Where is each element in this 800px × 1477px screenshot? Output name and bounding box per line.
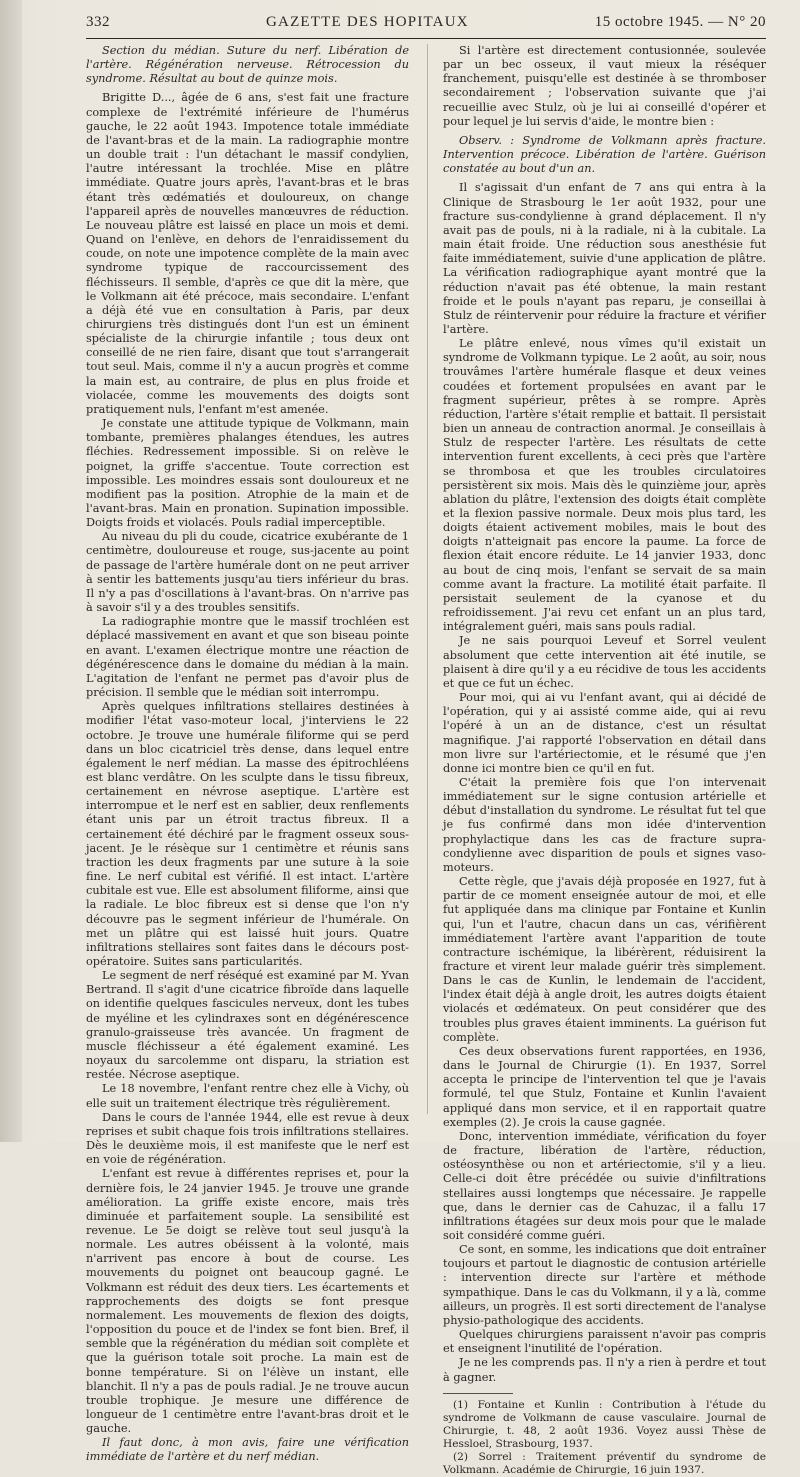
paragraph: Le segment de nerf réséqué est examiné par M. Yvan Bertrand. Il s'agit d'une cicatrice fibroïde dans laquelle on identifie quelques fascicules nerveux, dont les tubes de myéline et les cylindraxes sont en dégénérescence granulo-graisseuse très avancée. Un fragment de muscle fléchisseur a été également examiné. Les noyaux du sarcolemme ont disparu, la striation est restée. Nécrose aseptique. [86, 969, 409, 1082]
paragraph: Je ne sais pourquoi Leveuf et Sorrel veulent absolument que cette intervention ait été inutile, se plaisent à dire qu'il y a eu récidive de tous les accidents et que ce fut un échec. [443, 634, 766, 690]
footnote-rule [443, 1393, 513, 1394]
header-rule [86, 38, 766, 39]
conclusion-paragraph: Il faut donc, à mon avis, faire une vérification immédiate de l'artère et du nerf médian. [86, 1436, 409, 1464]
case-title: Section du médian. Suture du nerf. Libération de l'artère. Régénération nerveuse. Rétrocession du syndrome. Résultat au bout de quinze mois. [86, 44, 409, 86]
journal-title: GAZETTE DES HOPITAUX [266, 14, 469, 30]
paragraph: Quelques chirurgiens paraissent n'avoir pas compris et enseignent l'inutilité de l'opération. [443, 1328, 766, 1356]
paragraph: Ces deux observations furent rapportées, en 1936, dans le Journal de Chirurgie (1). En 1937, Sorrel accepta le principe de l'intervention tel que je l'avais formulé, tel que Stulz, Fontaine et Kunlin l'avaient appliqué dans mon service, et il en rapportait quatre exemples (2). Je crois la cause gagnée. [443, 1044, 766, 1129]
paragraph: Le 18 novembre, l'enfant rentre chez elle à Vichy, où elle suit un traitement électrique très régulièrement. [86, 1082, 409, 1110]
column-divider [427, 44, 428, 1114]
paragraph: Brigitte D..., âgée de 6 ans, s'est fait une fracture complexe de l'extrémité inférieure de l'humérus gauche, le 22 août 1943. Impotence totale immédiate de l'avant-bras et de la main. La radiographie montre un double trait : l'un détachant le massif condylien, l'autre intéressant la trochlée. Mise en plâtre immédiate. Quatre jours après, l'avant-bras et le bras étant très œdématiés et douloureux, on change l'appareil après de nouvelles manœuvres de réduction. Le nouveau plâtre est laissé en place un mois et demi. Quand on l'enlève, en dehors de l'enraidissement du coude, on note une impotence complète de la main avec syndrome typique de raccourcissement des fléchisseurs. Il semble, d'après ce que dit la mère, que le Volkmann ait été précoce, mais secondaire. L'enfant a déjà été vue en consultation à Paris, par deux chirurgiens très distingués dont l'un est un éminent spécialiste de la chirurgie infantile ; tous deux ont conseillé de ne rien faire, disant que tout s'arrangerait tout seul. Mais, comme il n'y a aucun progrès et comme la main est, au contraire, de plus en plus froide et violacée, comme les mouvements des doigts sont pratiquement nuls, l'enfant m'est amenée. [86, 91, 409, 416]
footnote: (2) Sorrel : Traitement préventif du syndrome de Volkmann. Académie de Chirurgie, 16 juin 1937. [443, 1450, 766, 1476]
paragraph: L'enfant est revue à différentes reprises et, pour la dernière fois, le 24 janvier 1945. Je trouve une grande amélioration. La griffe existe encore, mais très diminuée et parfaitement souple. La sensibilité est revenue. Le 5e doigt se relève tout seul jusqu'à la normale. Les autres obéissent à la volonté, mais n'arrivent pas encore à bout de course. Les mouvements du poignet ont beaucoup gagné. Le Volkmann est réduit des deux tiers. Les écartements et rapprochements des doigts se font presque normalement. Les mouvements de flexion des doigts, l'opposition du pouce et de l'index se font bien. Bref, il semble que la régénération du médian soit complète et que la guérison totale soit proche. La main est de bonne température. Si on l'élève un instant, elle blanchit. Il n'y a pas de pouls radial. Je ne trouve aucun trouble trophique. Je mesure une différence de longueur de 1 centimètre entre l'avant-bras droit et le gauche. [86, 1167, 409, 1436]
binding-gutter [0, 0, 22, 1142]
observation-title: Observ. : Syndrome de Volkmann après fracture. Intervention précoce. Libération de l'artère. Guérison constatée au bout d'un an. [443, 133, 766, 176]
paragraph: Le plâtre enlevé, nous vîmes qu'il existait un syndrome de Volkmann typique. Le 2 août, au soir, nous trouvâmes l'artère humérale flasque et deux veines coudées et fortement propulsées en avant par le fragment supérieur, prêtes à se rompre. Après réduction, l'artère s'était remplie et battait. Il persistait bien un anneau de contraction anormal. Je conseillais à Stulz de respecter l'artère. Les résultats de cette intervention furent excellents, à ceci près que l'artère se thrombosa et que les troubles circulatoires persistèrent six mois. Mais dès le quinzième jour, après ablation du plâtre, l'extension des doigts était complète et la flexion passive normale. Deux mois plus tard, les doigts étaient activement mobiles, mais le bout des doigts n'atteignait pas encore la paume. La force de flexion était encore réduite. Le 14 janvier 1933, donc au bout de cinq mois, l'enfant se servait de sa main comme avant la fracture. La motilité était parfaite. Il persistait seulement de la cyanose et du refroidissement. J'ai revu cet enfant un an plus tard, intégralement guéri, mais sans pouls radial. [443, 337, 766, 634]
paragraph: Je constate une attitude typique de Volkmann, main tombante, premières phalanges étendues, les autres fléchies. Redressement impossible. Si on relève le poignet, la griffe s'accentue. Toute correction est impossible. Les moindres essais sont douloureux et ne modifient pas la position. Atrophie de la main et de l'avant-bras. Main en pronation. Supination impossible. Doigts froids et violacés. Pouls radial imperceptible. [86, 417, 409, 530]
paragraph: Dans le cours de l'année 1944, elle est revue à deux reprises et subit chaque fois trois infiltrations stellaires. Dès le deuxième mois, il est manifeste que le nerf est en voie de régénération. [86, 1110, 409, 1167]
paragraph: Il s'agissait d'un enfant de 7 ans qui entra à la Clinique de Strasbourg le 1er août 1932, pour une fracture sus-condylienne à grand déplacement. Il n'y avait pas de pouls, ni à la radiale, ni à la cubitale. La main était froide. Une réduction sous anesthésie fut faite immédiatement, suivie d'une application de plâtre. La vérification radiographique ayant montré que la réduction n'avait pas été obtenue, la main restant froide et le pouls n'ayant pas reparu, je conseillai à Stulz de réintervenir pour réduire la fracture et vérifier l'artère. [443, 181, 766, 336]
paragraph: Pour moi, qui ai vu l'enfant avant, qui ai décidé de l'opération, qui y ai assisté comme aide, qui ai revu l'opéré à un an de distance, c'est un résultat magnifique. J'ai rapporté l'observation en détail dans mon livre sur l'artériectomie, et le résumé que j'en donne ici montre bien ce qu'il en fut. [443, 691, 766, 775]
footnote: (1) Fontaine et Kunlin : Contribution à l'étude du syndrome de Volkmann de cause vasculaire. Journal de Chirurgie, t. 48, 2 août 1936. Voyez aussi Thèse de Hessloel, Strasbourg, 1937. [443, 1398, 766, 1450]
paragraph: La radiographie montre que le massif trochléen est déplacé massivement en avant et que son biseau pointe en avant. L'examen électrique montre une réaction de dégénérescence dans le domaine du médian à la main. L'agitation de l'enfant ne permet pas d'avoir plus de précision. Il semble que le médian soit interrompu. [86, 615, 409, 700]
paragraph: Cette règle, que j'avais déjà proposée en 1927, fut à partir de ce moment enseignée autour de moi, et elle fut appliquée dans ma clinique par Fontaine et Kunlin qui, l'un et l'autre, chacun dans un cas, vérifièrent immédiatement l'artère avant l'apparition de toute contracture ischémique, la libérèrent, réduisirent la fracture et virent leur malade guérir très simplement. Dans le cas de Kunlin, le lendemain de l'accident, l'index était déjà à angle droit, les autres doigts étaient violacés et œdémateux. On peut considérer que des troubles plus graves étaient imminents. La guérison fut complète. [443, 875, 766, 1044]
page-number: 332 [86, 14, 110, 30]
issue-date: 15 octobre 1945. — N° 20 [594, 14, 766, 30]
left-column [86, 44, 409, 1464]
paragraph: Après quelques infiltrations stellaires destinées à modifier l'état vaso-moteur local, j'interviens le 22 octobre. Je trouve une humérale filiforme qui se perd dans un bloc cicatriciel très dense, dans lequel entre également le nerf médian. La masse des épitrochléens est blanc verdâtre. On les sculpte dans le tissu fibreux, certainement en névrose aseptique. L'artère est interrompue et le nerf est en sablier, deux renflements étant unis par un étroit tractus fibreux. Il a certainement été déchiré par le fragment osseux sous-jacent. Je le résèque sur 1 centimètre et réunis sans traction les deux fragments par une suture à la soie fine. Le nerf cubital est vérifié. Il est intact. L'artère cubitale est vue. Elle est absolument filiforme, ainsi que la radiale. Le bloc fibreux est si dense que l'on n'y découvre pas le segment inférieur de l'humérale. On met un plâtre qui est laissé huit jours. Quatre infiltrations stellaires sont faites dans le décours post-opératoire. Suites sans particularités. [86, 700, 409, 968]
paragraph: Je ne les comprends pas. Il n'y a rien à perdre et tout à gagner. [443, 1356, 766, 1384]
paragraph: C'était la première fois que l'on intervenait immédiatement sur le signe contusion artérielle et début d'installation du syndrome. Le résultat fut tel que je fus confirmé dans mon idée d'intervention prophylactique dans les cas de fracture supra-condylienne avec disparition de pouls et signes vaso-moteurs. [443, 775, 766, 874]
running-header [86, 14, 766, 36]
paragraph: Ce sont, en somme, les indications que doit entraîner toujours et partout le diagnostic de contusion artérielle : intervention directe sur l'artère et méthode sympathique. Dans le cas du Volkmann, il y a là, comme ailleurs, un progrès. Il est sorti directement de l'analyse physio-pathologique des accidents. [443, 1243, 766, 1327]
paragraph: Au niveau du pli du coude, cicatrice exubérante de 1 centimètre, douloureuse et rouge, sus-jacente au point de passage de l'artère humérale dont on ne peut arriver à sentir les battements jusqu'au tiers inférieur du bras. Il n'y a pas d'oscillations à l'avant-bras. On n'arrive pas à savoir s'il y a des troubles sensitifs. [86, 530, 409, 615]
paragraph: Donc, intervention immédiate, vérification du foyer de fracture, libération de l'artère, réduction, ostéosynthèse ou non et artériectomie, s'il y a lieu. Celle-ci doit être précédée ou suivie d'infiltrations stellaires aussi longtemps que nécessaire. Je rappelle que, dans le dernier cas de Cahuzac, il a fallu 17 infiltrations étagées sur deux mois pour que le malade soit considéré comme guéri. [443, 1129, 766, 1242]
right-column [443, 44, 766, 1476]
paragraph: Si l'artère est directement contusionnée, soulevée par un bec osseux, il vaut mieux la réséquer franchement, puisqu'elle est destinée à se thromboser secondairement ; l'observation suivante que j'ai recueillie avec Stulz, où je lui ai conseillé d'opérer et pour lequel je lui servis d'aide, le montre bien : [443, 44, 766, 128]
